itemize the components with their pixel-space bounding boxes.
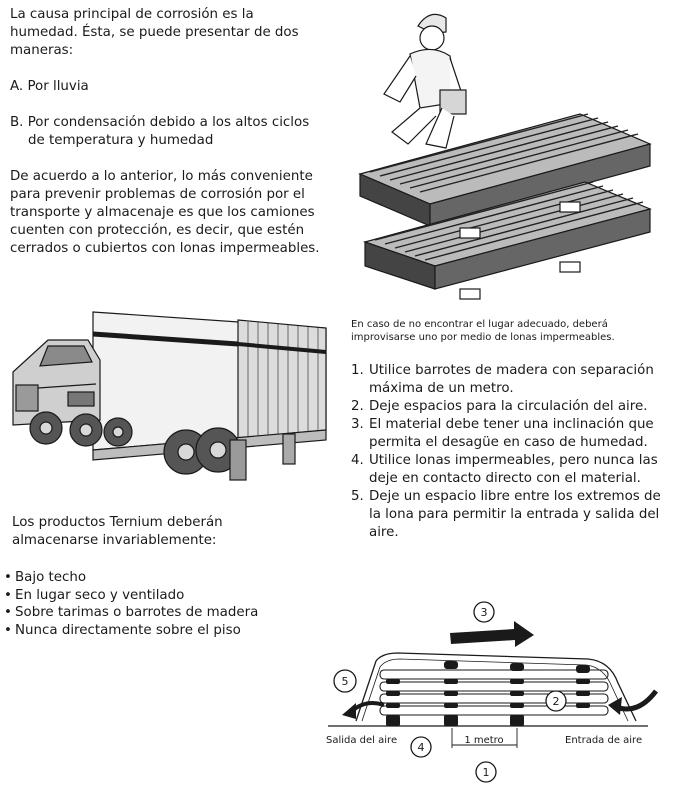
list-item: • Nunca directamente sobre el piso bbox=[4, 622, 324, 640]
slope-arrow-icon bbox=[450, 621, 534, 647]
storage-diagram bbox=[318, 595, 673, 793]
list-item: • En lugar seco y ventilado bbox=[4, 587, 324, 605]
list-item bbox=[351, 362, 671, 398]
step-number: 5. bbox=[351, 489, 364, 504]
step-number: 2. bbox=[351, 399, 364, 414]
truck-illustration bbox=[8, 300, 333, 495]
callout-4: 4 bbox=[417, 741, 425, 754]
list-item bbox=[351, 398, 671, 416]
step-number: 3. bbox=[351, 417, 364, 432]
step-number: 1. bbox=[351, 363, 364, 378]
list-item bbox=[351, 452, 671, 488]
step-number: 4. bbox=[351, 453, 364, 468]
intro-text bbox=[10, 6, 325, 258]
recommendation-steps bbox=[351, 362, 671, 542]
step-text: Utilice barrotes de madera con separación máxima de un metro. bbox=[369, 363, 654, 396]
step-text: El material debe tener una inclinación que permita el desagüe en caso de humedad. bbox=[369, 417, 654, 450]
air-exit-arrow-icon bbox=[352, 703, 384, 711]
storage-section bbox=[12, 514, 312, 550]
cause-condensation: B. Por condensación debido a los altos ciclos de temperatura y humedad bbox=[10, 115, 310, 148]
spacing-label: 1 metro bbox=[464, 735, 504, 746]
storage-heading: Los productos Ternium deberán almacenarse invariablemente: bbox=[12, 515, 223, 548]
callout-1: 1 bbox=[482, 766, 490, 779]
list-item bbox=[351, 416, 671, 452]
list-item: • Bajo techo bbox=[4, 569, 324, 587]
intro-paragraph: La causa principal de corrosión es la humedad. Ésta, se puede presentar de dos maneras: bbox=[10, 7, 299, 58]
callout-3: 3 bbox=[480, 606, 488, 619]
air-entry-arrow-icon bbox=[616, 691, 656, 709]
list-item: • Sobre tarimas o barrotes de madera bbox=[4, 604, 324, 622]
callout-5: 5 bbox=[341, 675, 349, 688]
callout-2: 2 bbox=[552, 695, 560, 708]
sheet-stack bbox=[380, 670, 608, 715]
stacked-sheets-illustration bbox=[350, 4, 668, 304]
cause-rain: A. Por lluvia bbox=[10, 79, 89, 94]
storage-bullets bbox=[4, 569, 324, 639]
step-text: Deje un espacio libre entre los extremos de la lona para permitir la entrada y salida del aire. bbox=[369, 489, 661, 540]
step-text: Utilice lonas impermeables, pero nunca las deje en contacto directo con el material. bbox=[369, 453, 658, 486]
tarp-outline bbox=[356, 653, 636, 721]
recommendation-paragraph: De acuerdo a lo anterior, lo más conveniente para prevenir problemas de corrosión por el transporte y almacenaje es que los camiones cuenten con protección, es decir, que estén cerrados o cubiertos con lonas impermeables. bbox=[10, 169, 320, 256]
air-exit-label: Salida del aire bbox=[326, 735, 398, 746]
step-text: Deje espacios para la circulación del aire. bbox=[369, 399, 648, 414]
list-item bbox=[351, 488, 671, 542]
air-entry-label: Entrada de aire bbox=[565, 735, 643, 746]
photo-caption: En caso de no encontrar el lugar adecuado, deberá improvisarse uno por medio de lonas impermeables. bbox=[351, 319, 615, 343]
